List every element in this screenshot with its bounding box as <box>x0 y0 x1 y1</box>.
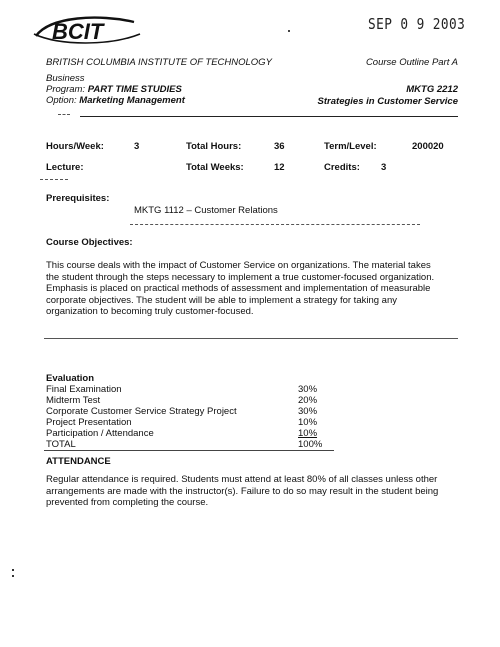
divider-dash <box>40 179 68 180</box>
speck <box>12 569 14 571</box>
evaluation-item-label: Corporate Customer Service Strategy Project <box>46 406 237 417</box>
evaluation-total-row <box>46 439 336 450</box>
option-line <box>46 95 185 106</box>
option-value: Marketing Management <box>79 95 185 106</box>
section-rule <box>44 338 458 339</box>
course-code: MKTG 2212 <box>406 84 458 95</box>
outline-label: Course Outline Part A <box>365 57 458 68</box>
divider-dashed <box>130 224 420 225</box>
objectives-line: corporate objectives. The student will be able to implement a strategy for taking any <box>46 294 397 306</box>
prerequisites-heading: Prerequisites: <box>46 193 110 204</box>
department: Business <box>46 73 85 84</box>
institution-name: BRITISH COLUMBIA INSTITUTE OF TECHNOLOGY <box>46 57 272 68</box>
attendance-line: prevented from completing the course. <box>46 497 209 509</box>
course-title: Strategies in Customer Service <box>317 96 458 107</box>
objectives-line: Emphasis is placed on practical methods of assessment and implementation of measurable <box>46 283 431 295</box>
attendance-heading: ATTENDANCE <box>46 456 111 467</box>
evaluation-item-label: Final Examination <box>46 384 122 395</box>
program-value: PART TIME STUDIES <box>87 84 182 95</box>
bcit-logo <box>30 12 148 48</box>
attendance-line: arrangements are made with the instructor(s). Failure to do so may result in the student being <box>46 485 439 497</box>
evaluation-total-rule <box>44 450 334 451</box>
term-level-value: 200020 <box>412 141 444 152</box>
objectives-paragraph <box>46 260 458 318</box>
evaluation-total-value: 100% <box>298 439 323 450</box>
evaluation-item-label: Midterm Test <box>46 395 101 406</box>
lecture-label: Lecture: <box>46 162 84 173</box>
evaluation-row <box>46 428 336 439</box>
evaluation-item-label: Project Presentation <box>46 417 132 428</box>
objectives-heading: Course Objectives: <box>46 237 133 248</box>
header-rule <box>80 116 458 117</box>
divider-dash <box>58 114 70 115</box>
evaluation-item-value: 30% <box>298 406 318 417</box>
evaluation-row <box>46 395 336 406</box>
credits-label: Credits: <box>324 162 360 173</box>
evaluation-row <box>46 406 336 417</box>
evaluation-total-label: TOTAL <box>46 439 76 450</box>
total-weeks-label: Total Weeks: <box>186 162 244 173</box>
total-hours-label: Total Hours: <box>186 141 242 152</box>
hours-week-label: Hours/Week: <box>46 141 104 152</box>
speck <box>288 30 290 32</box>
prerequisite-course: MKTG 1112 – Customer Relations <box>134 205 278 216</box>
objectives-line: organization to becoming truly customer-focused. <box>46 306 254 318</box>
evaluation-item-value: 20% <box>298 395 318 406</box>
attendance-paragraph <box>46 474 458 509</box>
received-date-stamp: SEP 0 9 2003 <box>368 15 466 33</box>
evaluation-item-value: 10% <box>298 417 318 428</box>
evaluation-row <box>46 417 336 428</box>
hours-week-value: 3 <box>134 141 140 152</box>
objectives-line: the student through the steps necessary to implement a true customer-focused organization. <box>46 271 435 283</box>
total-weeks-value: 12 <box>274 162 285 173</box>
term-level-label: Term/Level: <box>324 141 377 152</box>
evaluation-item-label: Participation / Attendance <box>46 428 154 439</box>
svg-text:BCIT: BCIT <box>52 19 104 44</box>
credits-value: 3 <box>381 162 387 173</box>
evaluation-item-value: 10% <box>298 428 318 439</box>
objectives-line: This course deals with the impact of Customer Service on organizations. The material takes <box>46 260 431 271</box>
program-line <box>46 84 182 95</box>
total-hours-value: 36 <box>274 141 285 152</box>
evaluation-item-value: 30% <box>298 384 318 395</box>
evaluation-heading: Evaluation <box>46 373 95 384</box>
attendance-line: Regular attendance is required. Students must attend at least 80% of all classes unless other <box>46 474 438 485</box>
program-label: Program: <box>46 84 86 95</box>
speck <box>12 575 14 577</box>
option-label: Option: <box>46 95 77 106</box>
evaluation-row <box>46 384 336 395</box>
